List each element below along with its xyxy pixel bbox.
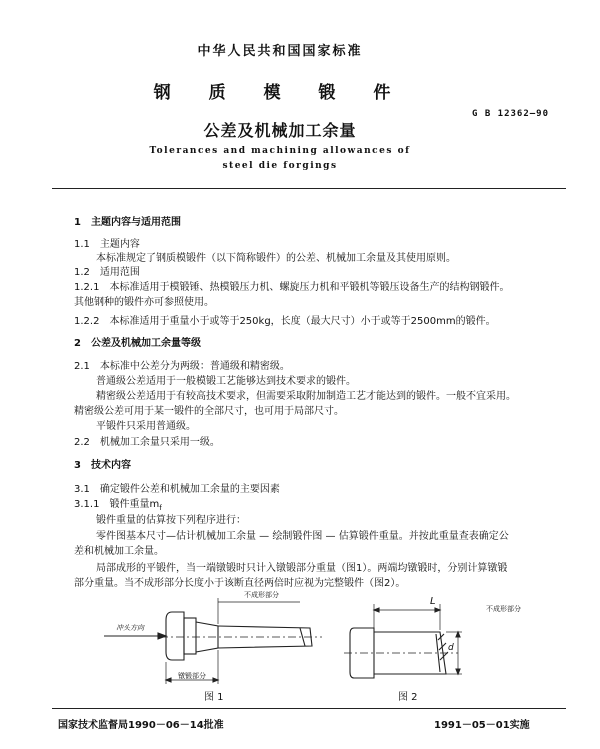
- figure-2-d-label: d: [448, 643, 454, 653]
- section-3-1-1-heading: [74, 498, 162, 515]
- figure-2-unformed-label: 不成形部分: [486, 605, 521, 613]
- standard-organization: 中华人民共和国国家标准: [197, 44, 363, 59]
- section-2-2-text: 2.2 机械加工余量只采用一级。: [74, 437, 220, 448]
- section-3-1-1-para-2: 零件图基本尺寸—估计机械加工余量 — 绘制锻件图 — 估算锻件重量。并按此重量查表确定公: [96, 531, 509, 542]
- section-3-1-1-para-3: 局部成形的平锻件，当一端镦锻时只计入镦锻部分重量（图1）。两端均镦锻时，分别计算镦锻: [96, 563, 508, 574]
- section-3-1-1-label: 3.1.1 锻件重量m: [74, 499, 160, 510]
- section-2-1-para-2-cont: 精密级公差可用于某一锻件的全部尺寸，也可用于局部尺寸。: [74, 406, 344, 417]
- section-3-1-heading: 3.1 确定锻件公差和机械加工余量的主要因素: [74, 484, 280, 495]
- figure-1-direction-label: 冲头方向: [116, 624, 144, 632]
- figure-2-caption: 图 2: [398, 692, 418, 703]
- section-1-2-2-text: 1.2.2 本标准适用于重量小于或等于250kg，长度（最大尺寸）小于或等于2500mm的锻件。: [74, 316, 496, 327]
- section-3-1-1-para-3-cont: 部分重量。当不成形部分长度小于该断直径两倍时应视为完整锻件（图2）。: [74, 578, 406, 589]
- section-1-2-1-text-cont: 其他钢种的锻件亦可参照使用。: [74, 297, 214, 308]
- header-divider: [52, 188, 566, 189]
- figure-1-unformed-label: 不成形部分: [244, 591, 279, 599]
- section-1-2-heading: 1.2 适用范围: [74, 267, 140, 278]
- section-2-heading: 2 公差及机械加工余量等级: [74, 338, 201, 349]
- section-1-2-1-text: 1.2.1 本标准适用于模锻锤、热模锻压力机、螺旋压力机和平锻机等锻压设备生产的结构钢锻件。: [74, 282, 510, 293]
- figure-2-drawing: [340, 592, 470, 687]
- figure-1-caption: 图 1: [204, 692, 224, 703]
- mass-subscript: f: [159, 504, 162, 512]
- section-1-1-heading: 1.1 主题内容: [74, 239, 140, 250]
- approval-date: 国家技术监督局1990－06－14批准: [58, 720, 224, 731]
- punch-direction-arrowhead: [158, 633, 166, 639]
- section-2-1-para-1: 普通级公差适用于一般模锻工艺能够达到技术要求的锻件。: [96, 376, 356, 387]
- title-cn-line-2: 公差及机械加工余量: [203, 121, 357, 140]
- title-en-line-1: Tolerances and machining allowances of: [149, 146, 411, 156]
- section-2-1-para-2: 精密级公差适用于有较高技术要求，但需要采取附加制造工艺才能达到的锻件。一般不宜采用。: [96, 391, 516, 402]
- section-1-1-text: 本标准规定了钢质模锻件（以下简称锻件）的公差、机械加工余量及其使用原则。: [96, 253, 456, 264]
- standard-number: G B 12362—90: [472, 109, 550, 119]
- title-en-line-2: steel die forgings: [222, 161, 338, 171]
- section-3-heading: 3 技术内容: [74, 460, 131, 471]
- figure-1-upset-label: 镦锻部分: [178, 672, 206, 680]
- section-2-1-para-3: 平锻件只采用普通级。: [96, 421, 196, 432]
- upset-head: [166, 612, 184, 660]
- figure-1-drawing: [100, 590, 330, 690]
- unformed-shank: [218, 626, 312, 648]
- section-3-1-1-para-1: 锻件重量的估算按下列程序进行：: [96, 515, 246, 526]
- section-2-1-text: 2.1 本标准中公差分为两级：普通级和精密级。: [74, 361, 290, 372]
- title-cn-line-1: 钢 质 模 锻 件: [153, 83, 407, 103]
- upset-collar: [184, 618, 196, 654]
- footer-divider: [52, 708, 566, 709]
- section-3-1-1-para-2-cont: 差和机械加工余量。: [74, 546, 164, 557]
- effective-date: 1991－05－01实施: [434, 720, 530, 731]
- section-1-heading: 1 主题内容与适用范围: [74, 217, 181, 228]
- figure-2-L-label: L: [430, 596, 436, 607]
